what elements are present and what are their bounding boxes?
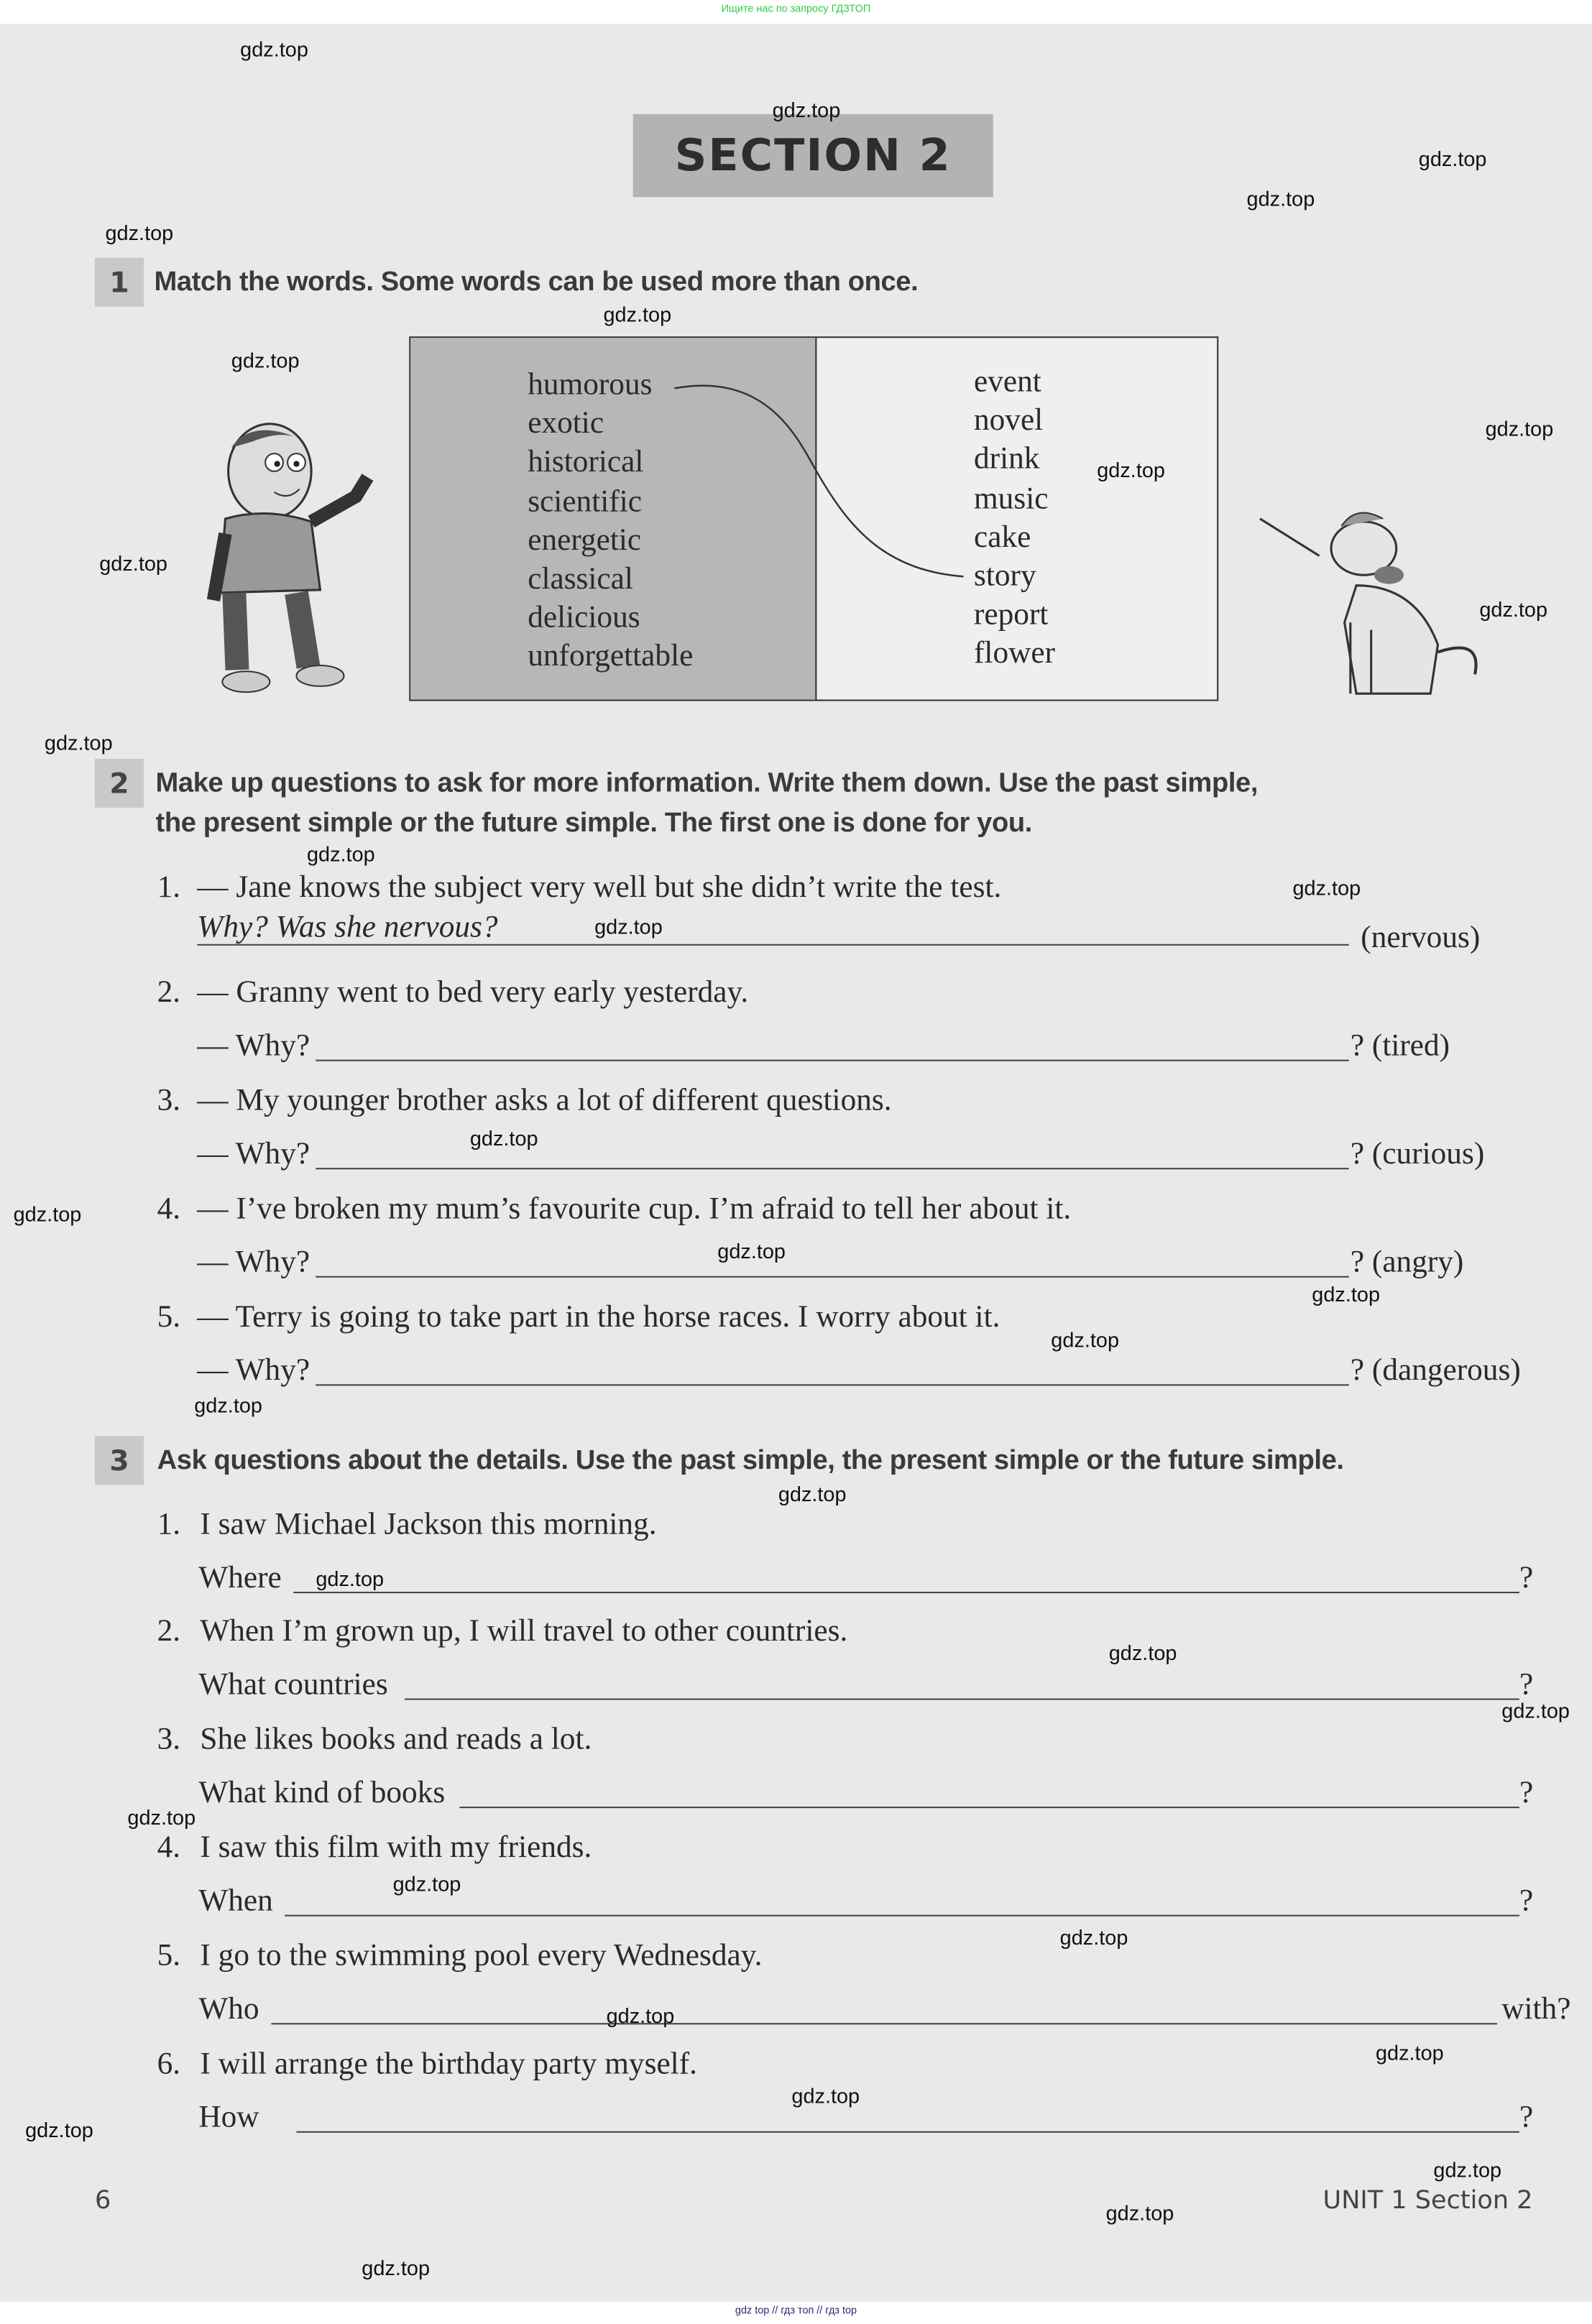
watermark: gdz.top xyxy=(44,730,113,755)
item-statement: — I’ve broken my mum’s favourite cup. I’m afraid to tell her about it. xyxy=(197,1190,1072,1226)
watermark: gdz.top xyxy=(127,1805,196,1830)
watermark: gdz.top xyxy=(1246,186,1315,211)
answer-line[interactable] xyxy=(316,1168,1348,1169)
watermark: gdz.top xyxy=(791,2083,860,2108)
left-word: exotic xyxy=(528,405,604,441)
item-prompt: — Why? xyxy=(197,1027,310,1063)
watermark: gdz.top xyxy=(392,1871,461,1896)
item-prompt: What kind of books xyxy=(198,1774,446,1810)
watermark: gdz.top xyxy=(105,221,174,245)
right-word: event xyxy=(973,363,1041,399)
answer-line[interactable] xyxy=(405,1699,1519,1700)
item-statement: I saw this film with my friends. xyxy=(200,1829,592,1865)
answer-line[interactable] xyxy=(296,2131,1519,2133)
watermark: gdz.top xyxy=(194,1393,262,1417)
watermark: gdz.top xyxy=(717,1239,786,1263)
item-number: 2. xyxy=(157,973,181,1010)
footer-unit: UNIT 1 xyxy=(1322,2186,1407,2216)
watermark: gdz.top xyxy=(1105,2200,1174,2225)
exercise-2-instruction-line1: Make up questions to ask for more information. Write them down. Use the past simple, xyxy=(155,766,1259,798)
answer-line[interactable] xyxy=(316,1384,1348,1385)
left-word: unforgettable xyxy=(528,637,694,674)
dog-illustration xyxy=(1253,504,1490,704)
item-end: with? xyxy=(1501,1990,1571,2026)
item-number: 3. xyxy=(157,1082,181,1118)
watermark: gdz.top xyxy=(469,1126,538,1151)
right-word: report xyxy=(973,596,1049,632)
item-number: 2. xyxy=(157,1612,181,1649)
watermark: gdz.top xyxy=(231,348,300,372)
answer-line[interactable] xyxy=(459,1807,1519,1808)
right-word: novel xyxy=(973,402,1044,438)
item-number: 3. xyxy=(157,1720,181,1756)
answer-line[interactable] xyxy=(316,1276,1348,1278)
left-word: classical xyxy=(528,560,633,596)
item-hint: ? (tired) xyxy=(1350,1027,1450,1063)
item-statement: I saw Michael Jackson this morning. xyxy=(200,1505,657,1541)
item-hint: ? (curious) xyxy=(1350,1135,1485,1171)
watermark: gdz.top xyxy=(1108,1641,1177,1665)
watermark: gdz.top xyxy=(778,1482,847,1506)
watermark: gdz.top xyxy=(99,551,167,576)
item-statement: — Terry is going to take part in the horse races. I worry about it. xyxy=(197,1298,1000,1334)
boy-illustration xyxy=(193,415,392,704)
item-prompt: When xyxy=(198,1882,273,1918)
item-end: ? xyxy=(1519,1774,1534,1810)
item-number: 4. xyxy=(157,1829,181,1865)
item-statement: When I’m grown up, I will travel to other countries. xyxy=(200,1612,848,1649)
watermark: gdz.top xyxy=(606,2003,675,2028)
item-prompt: — Why? xyxy=(197,1243,310,1279)
exercise-3-number: 3 xyxy=(95,1436,144,1485)
watermark: gdz.top xyxy=(1051,1327,1120,1352)
right-word: music xyxy=(973,479,1049,515)
item-end: ? xyxy=(1519,1666,1534,1702)
item-statement: I will arrange the birthday party myself. xyxy=(200,2045,697,2081)
item-number: 1. xyxy=(157,1505,181,1541)
right-word: cake xyxy=(973,518,1031,554)
item-end: ? xyxy=(1519,1559,1534,1595)
watermark: gdz.top xyxy=(1059,1925,1128,1950)
item-statement: — Granny went to bed very early yesterday. xyxy=(197,973,749,1010)
watermark: gdz.top xyxy=(25,2118,93,2142)
item-number: 5. xyxy=(157,1298,181,1334)
watermark: gdz.top xyxy=(1375,2040,1444,2065)
watermark: gdz.top xyxy=(240,37,308,61)
item-number: 5. xyxy=(157,1937,181,1973)
section-title: SECTION 2 xyxy=(633,114,993,197)
item-prompt: — Why? xyxy=(197,1135,310,1171)
exercise-1-number: 1 xyxy=(95,258,144,307)
item-prompt: How xyxy=(198,2098,259,2134)
left-word: energetic xyxy=(528,521,642,558)
item-prompt: What countries xyxy=(198,1666,388,1702)
watermark: gdz.top xyxy=(603,302,672,326)
answer-line[interactable] xyxy=(197,944,1348,946)
left-word: scientific xyxy=(528,482,642,519)
watermark: gdz.top xyxy=(1485,416,1554,441)
item-statement: — Jane knows the subject very well but she didn’t write the test. xyxy=(197,868,1002,905)
top-banner-text[interactable]: Ищите нас по запросу ГДЗТОП xyxy=(721,4,871,15)
item-prompt: — Why? xyxy=(197,1351,310,1388)
watermark: gdz.top xyxy=(1312,1281,1381,1306)
left-word: humorous xyxy=(528,366,653,402)
item-end: ? xyxy=(1519,2098,1534,2134)
watermark: gdz.top xyxy=(316,1566,385,1590)
exercise-2-number: 2 xyxy=(95,759,144,808)
item-prompt: Who xyxy=(198,1990,259,2026)
example-answer: Why? Was she nervous? xyxy=(197,908,498,944)
item-prompt: Where xyxy=(198,1559,282,1595)
watermark: gdz.top xyxy=(1433,2157,1502,2182)
right-word: flower xyxy=(973,635,1056,671)
item-statement: I go to the swimming pool every Wednesday. xyxy=(200,1937,763,1973)
item-hint: ? (angry) xyxy=(1350,1243,1464,1279)
watermark: gdz.top xyxy=(1501,1698,1570,1723)
watermark: gdz.top xyxy=(362,2255,431,2279)
watermark: gdz.top xyxy=(1097,458,1165,482)
watermark: gdz.top xyxy=(306,841,375,866)
watermark: gdz.top xyxy=(1479,597,1548,622)
exercise-2-instruction-line2: the present simple or the future simple. The first one is done for you. xyxy=(155,806,1032,838)
answer-line[interactable] xyxy=(271,2023,1497,2024)
watermark: gdz.top xyxy=(772,98,841,122)
watermark: gdz.top xyxy=(594,914,663,939)
right-word: drink xyxy=(973,441,1040,476)
watermark: gdz.top xyxy=(1292,875,1361,900)
watermark: gdz.top xyxy=(13,1202,82,1226)
item-statement: — My younger brother asks a lot of different questions. xyxy=(197,1082,892,1118)
page-number: 6 xyxy=(94,2186,111,2216)
answer-line[interactable] xyxy=(285,1915,1519,1917)
item-end: ? xyxy=(1519,1882,1534,1918)
answer-line[interactable] xyxy=(316,1060,1348,1061)
item-hint: (nervous) xyxy=(1361,918,1481,955)
item-statement: She likes books and reads a lot. xyxy=(200,1720,592,1756)
item-number: 1. xyxy=(157,868,181,905)
exercise-1-instruction: Match the words. Some words can be used more than once. xyxy=(154,265,919,297)
footer-unit-section xyxy=(1323,2186,1533,2215)
item-hint: ? (dangerous) xyxy=(1350,1351,1521,1388)
watermark: gdz.top xyxy=(1418,147,1487,171)
match-curve-humorous-story xyxy=(674,386,963,577)
item-number: 6. xyxy=(157,2045,181,2081)
right-word: story xyxy=(973,557,1036,593)
item-number: 4. xyxy=(157,1190,181,1226)
left-word: historical xyxy=(528,443,644,479)
answer-line[interactable] xyxy=(293,1592,1519,1593)
footer-section: Section 2 xyxy=(1414,2186,1533,2216)
left-word: delicious xyxy=(528,599,640,635)
exercise-3-instruction: Ask questions about the details. Use the past simple, the present simple or the future simple. xyxy=(157,1443,1344,1475)
bottom-banner-text[interactable]: gdz top // гдз топ // гдз top xyxy=(735,2306,857,2317)
